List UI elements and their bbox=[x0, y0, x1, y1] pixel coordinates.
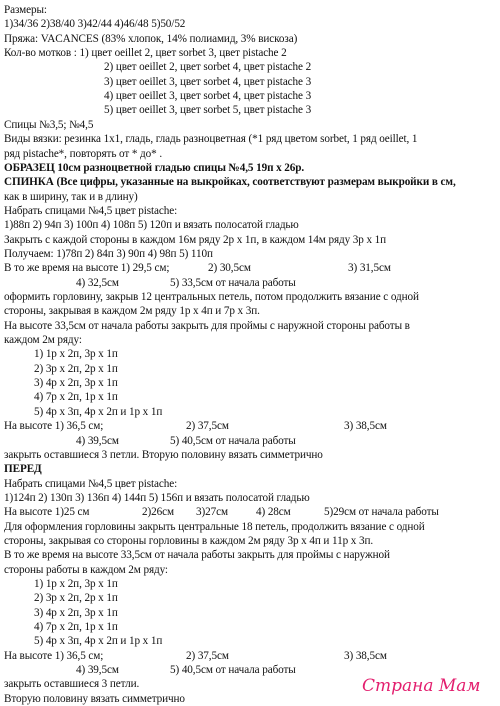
text-line: 3) 4р х 2п, 3р х 1п bbox=[34, 606, 118, 619]
text-line: 5) 33,5см от начала работы bbox=[170, 276, 296, 289]
text-line: 4) 7р х 2п, 1р х 1п bbox=[34, 391, 118, 404]
text-line: 2) 3р х 2п, 2р х 1п bbox=[34, 592, 118, 605]
text-line: Кол-во мотков : 1) цвет oeillet 2, цвет sorbet 3, цвет pistache 2 bbox=[4, 47, 287, 60]
text-line: 3) 38,5см bbox=[344, 420, 387, 433]
text-line: Для оформления горловины закрыть центральные 18 петель, продолжить вязание с одной bbox=[4, 520, 425, 533]
text-line: Размеры: bbox=[4, 4, 47, 16]
text-line: 4) 39,5см bbox=[76, 434, 119, 447]
text-line: как в ширину, так и в длину) bbox=[4, 190, 138, 203]
text-line: ОБРАЗЕЦ 10см разноцветной гладью спицы №4,5 19п х 26р. bbox=[4, 161, 305, 174]
text-line: 3) 4р х 2п, 3р х 1п bbox=[34, 377, 118, 390]
text-line: На высоте 1)25 см bbox=[4, 506, 90, 519]
text-line: На высоте 33,5см от начала работы закрыть для проймы с наружной стороны работы в bbox=[4, 319, 410, 332]
text-line: 4) 39,5см bbox=[76, 664, 119, 677]
text-line: 5) 40,5см от начала работы bbox=[170, 434, 296, 447]
text-line: 4) 28см bbox=[256, 506, 291, 519]
text-line: 5) 4р х 3п, 4р х 2п и 1р х 1п bbox=[34, 635, 163, 648]
text-line: 5)29см от начала работы bbox=[324, 506, 439, 519]
text-line: 2) 30,5см bbox=[208, 262, 251, 275]
text-line: 2) цвет oeillet 2, цвет sorbet 4, цвет pistache 2 bbox=[104, 61, 312, 74]
text-line: Вторую половину вязать симметрично bbox=[4, 692, 185, 705]
text-line: 2) 3р х 2п, 2р х 1п bbox=[34, 362, 118, 375]
text-line: 1)124п 2) 130п 3) 136п 4) 144п 5) 156п и вязать полосатой гладью bbox=[4, 491, 310, 504]
text-line: ПЕРЕД bbox=[4, 463, 42, 476]
text-line: 1) 1р х 2п, 3р х 1п bbox=[34, 348, 118, 361]
text-line: 4) 32,5см bbox=[76, 276, 119, 289]
text-line: Виды вязки: резинка 1х1, гладь, гладь разноцветная (*1 ряд цветом sorbet, 1 ряд oeillet, 1 bbox=[4, 133, 418, 146]
text-line: закрыть оставшиеся 3 петли. Вторую половину вязать симметрично bbox=[4, 448, 323, 461]
text-line: На высоте 1) 36,5 см; bbox=[4, 649, 104, 662]
text-line: На высоте 1) 36,5 см; bbox=[4, 420, 104, 433]
text-line: 5) 4р х 3п, 4р х 2п и 1р х 1п bbox=[34, 405, 163, 418]
text-line: оформить горловину, закрыв 12 центральных петель, потом продолжить вязание с одной bbox=[4, 291, 419, 303]
text-line: 3)27см bbox=[196, 506, 228, 519]
text-line: 5) цвет oeillet 3, цвет sorbet 5, цвет pistache 3 bbox=[104, 104, 312, 117]
text-line: 1) 1р х 2п, 3р х 1п bbox=[34, 578, 118, 590]
text-line: 2) 37,5см bbox=[186, 420, 229, 433]
text-line: Получаем: 1)78п 2) 84п 3) 90п 4) 98п 5) 110п bbox=[4, 247, 213, 260]
text-line: Набрать спицами №4,5 цвет pistache: bbox=[4, 204, 178, 217]
text-line: 4) 7р х 2п, 1р х 1п bbox=[34, 621, 118, 634]
text-line: 5) 40,5см от начала работы bbox=[170, 664, 296, 677]
text-line: стороны, закрывая со стороны горловины в каждом 2м ряду 3р х 4п и 11р х 3п. bbox=[4, 534, 374, 547]
text-line: Пряжа: VACANCES (83% хлопок, 14% полиамид, 3% вискоза) bbox=[4, 32, 298, 45]
text-line: ряд pistache*, повторять от * до* . bbox=[4, 147, 163, 160]
text-line: стороны, закрывая в каждом 2м ряду 1р х 4п и 7р х 3п. bbox=[4, 305, 260, 318]
text-line: 3) цвет oeillet 3, цвет sorbet 4, цвет pistache 3 bbox=[104, 75, 312, 88]
text-line: В то же время на высоте 1) 29,5 см; bbox=[4, 262, 170, 275]
text-line: Закрыть с каждой стороны в каждом 16м ряду 2р х 1п, в каждом 14м ряду 3р х 1п bbox=[4, 233, 387, 246]
text-line: 1)88п 2) 94п 3) 100п 4) 108п 5) 120п и вязать полосатой гладью bbox=[4, 219, 299, 232]
text-line: В то же время на высоте 33,5см от начала работы закрыть для проймы с наружной bbox=[4, 549, 390, 562]
text-line: 1)34/36 2)38/40 3)42/44 4)46/48 5)50/52 bbox=[4, 18, 186, 31]
text-line: 4) цвет oeillet 3, цвет sorbet 4, цвет pistache 3 bbox=[104, 90, 312, 103]
text-line: Набрать спицами №4,5 цвет pistache: bbox=[4, 477, 178, 490]
text-line: каждом 2м ряду: bbox=[4, 334, 82, 347]
text-line: 2) 37,5см bbox=[186, 649, 229, 662]
text-line: Спицы №3,5; №4,5 bbox=[4, 118, 94, 131]
text-line: 3) 38,5см bbox=[344, 649, 387, 662]
text-line: стороны работы в каждом 2м ряду: bbox=[4, 563, 168, 576]
watermark-logo: Страна Мам bbox=[362, 676, 481, 696]
text-line: закрыть оставшиеся 3 петли. bbox=[4, 678, 140, 691]
text-line: 2)26см bbox=[142, 506, 174, 519]
text-line: СПИНКА (Все цифры, указанные на выкройках, соответствуют размерам выкройки в см, bbox=[4, 176, 456, 189]
text-line: 3) 31,5см bbox=[348, 262, 391, 275]
